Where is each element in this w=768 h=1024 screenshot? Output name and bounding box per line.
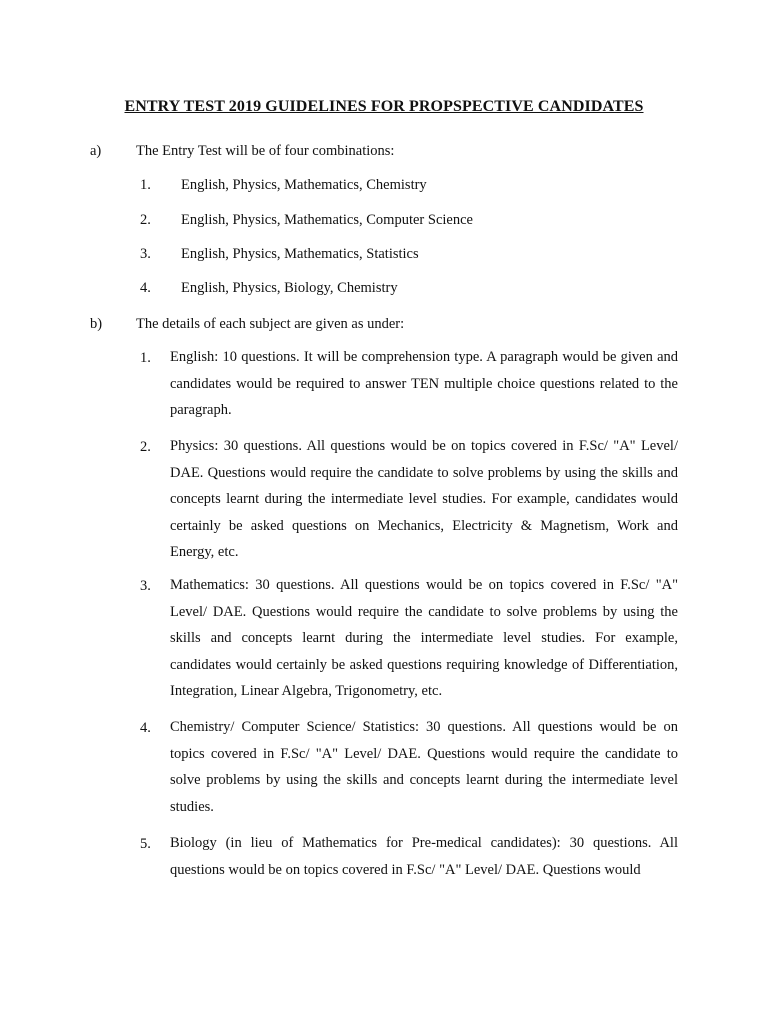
subject-number: 2.	[140, 439, 151, 455]
combination-number: 4.	[140, 280, 151, 296]
combination-text: English, Physics, Mathematics, Statistics	[181, 246, 419, 262]
subject-paragraph-biology: Biology (in lieu of Mathematics for Pre-medical candidates): 30 questions. All questions would be on topics covered in F.Sc/ "A" Level/ DAE. Questions would	[170, 835, 678, 878]
combination-text: English, Physics, Mathematics, Computer Science	[181, 212, 473, 228]
section-b-intro: The details of each subject are given as under:	[136, 316, 405, 332]
subject-number: 3.	[140, 578, 151, 594]
combination-text: English, Physics, Biology, Chemistry	[181, 280, 398, 296]
subject-paragraph-chemistry-cs-stats: Chemistry/ Computer Science/ Statistics: 30 questions. All questions would be on topics covered in F.Sc/ "A" Level/ DAE. Questions would require the candidate to solve problems by using the skills and concepts learnt during the intermediate level studies.	[170, 719, 678, 815]
combination-text: English, Physics, Mathematics, Chemistry	[181, 177, 427, 193]
subject-paragraph-mathematics: Mathematics: 30 questions. All questions would be on topics covered in F.Sc/ "A" Level/ DAE. Questions would require the candidate to solve problems by using the skills and concepts learnt during the intermediate level studies. For example, candidates would certainly be asked questions requiring knowledge of Differentiation, Integration, Linear Algebra, Trigonometry, etc.	[170, 577, 678, 699]
section-b-marker: b)	[90, 316, 103, 332]
combination-number: 1.	[140, 177, 151, 193]
section-a-marker: a)	[90, 143, 102, 159]
subject-number: 1.	[140, 350, 151, 366]
subject-number: 4.	[140, 720, 151, 736]
section-a-intro: The Entry Test will be of four combinations:	[136, 143, 395, 159]
combination-number: 3.	[140, 246, 151, 262]
combination-number: 2.	[140, 212, 151, 228]
subject-paragraph-physics: Physics: 30 questions. All questions would be on topics covered in F.Sc/ "A" Level/ DAE. Questions would require the candidate to solve problems by using the skills and concepts learnt during the intermediate level studies. For example, candidates would certainly be asked questions on Mechanics, Electricity & Magnetism, Work and Energy, etc.	[170, 438, 678, 560]
page-title: ENTRY TEST 2019 GUIDELINES FOR PROPSPECTIVE CANDIDATES	[124, 98, 644, 115]
subject-paragraph-english: English: 10 questions. It will be comprehension type. A paragraph would be given and candidates would be required to answer TEN multiple choice questions related to the paragraph.	[170, 349, 678, 418]
subject-number: 5.	[140, 836, 151, 852]
